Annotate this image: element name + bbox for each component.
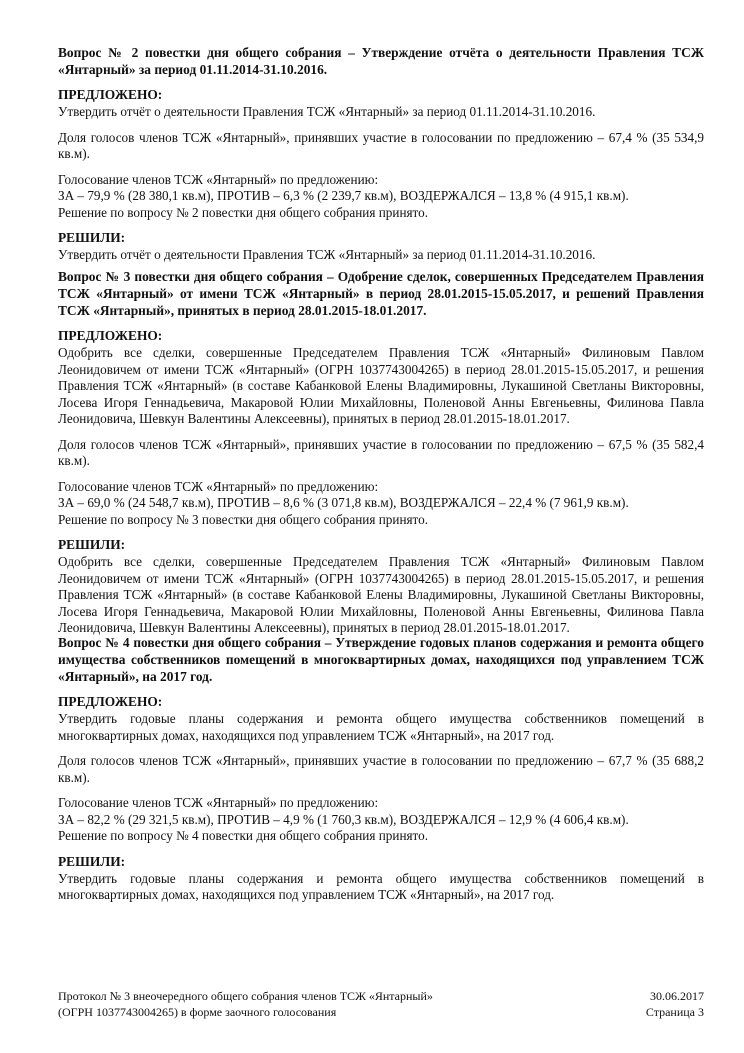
question-2-heading: Вопрос № 2 повестки дня общего собрания – Утверждение отчёта о деятельности Правления ТСЖ «Янтарный» за период 01.11.2014-31.10.2016.	[58, 45, 704, 77]
question-3-voting-title: Голосование членов ТСЖ «Янтарный» по предложению:	[58, 478, 379, 494]
question-2-voting-results: ЗА – 79,9 % (28 380,1 кв.м), ПРОТИВ – 6,3 % (2 239,7 кв.м), ВОЗДЕРЖАЛСЯ – 13,8 % (4 915,1 кв.м).	[58, 188, 629, 203]
question-3-resolved-text: Одобрить все сделки, совершенные Председателем Правления ТСЖ «Янтарный» Филиновым Павлом Леонидовичем от имени ТСЖ «Янтарный» (ОГРН 1037743004265) в период 28.01.2015-15.05.2017, и решения Правления ТСЖ «Янтарный» (в составе Кабанковой Елены Владимировны, Лукашиной Светланы Викторовны, Лосева Игоря Геннадьевича, Макаровой Юлии Михайловны, Поленовой Анны Евгеньевны, Филинова Павла Леонидовича, Шевкун Валентины Алексеевны), принятых в период 28.01.2015-18.01.2017.	[58, 554, 704, 635]
question-4-proposed-text: Утвердить годовые планы содержания и ремонта общего имущества собственников помещений в многоквартирных домах, находящихся под управлением ТСЖ «Янтарный», на 2017 год.	[58, 711, 704, 743]
question-3-share-text: Доля голосов членов ТСЖ «Янтарный», принявших участие в голосовании по предложению – 67,5 % (35 582,4 кв.м).	[58, 436, 704, 468]
question-3-voting-results: ЗА – 69,0 % (24 548,7 кв.м), ПРОТИВ – 8,6 % (3 071,8 кв.м), ВОЗДЕРЖАЛСЯ – 22,4 % (7 961,9 кв.м).	[58, 495, 629, 510]
footer-meta	[646, 989, 704, 1020]
question-4-resolved-label: РЕШИЛИ:	[58, 853, 126, 869]
question-4-section	[58, 634, 704, 904]
question-3-heading: Вопрос № 3 повестки дня общего собрания – Одобрение сделок, совершенных Председателем Правления ТСЖ «Янтарный» от имени ТСЖ «Янтарный» в период 28.01.2015-15.05.2017, и решений Правления ТСЖ «Янтарный», принятых в период 28.01.2015-18.01.2017.	[58, 269, 704, 318]
question-3-section	[58, 268, 704, 637]
question-2-resolved-text: Утвердить отчёт о деятельности Правления ТСЖ «Янтарный» за период 01.11.2014-31.10.2016.	[58, 247, 596, 262]
question-4-proposed-label: ПРЕДЛОЖЕНО:	[58, 694, 163, 709]
question-2-resolved-label: РЕШИЛИ:	[58, 230, 126, 245]
footer-date: 30.06.2017	[650, 989, 704, 1003]
question-4-heading: Вопрос № 4 повестки дня общего собрания – Утверждение годовых планов содержания и ремонта общего имущества собственников помещений в многоквартирных домах, находящихся под управлением ТСЖ «Янтарный», на 2017 год.	[58, 635, 704, 684]
question-2-voting-title: Голосование членов ТСЖ «Янтарный» по предложению:	[58, 171, 379, 187]
question-3-proposed-text: Одобрить все сделки, совершенные Председателем Правления ТСЖ «Янтарный» Филиновым Павлом Леонидовичем от имени ТСЖ «Янтарный» (ОГРН 1037743004265) в период 28.01.2015-15.05.2017, и решения Правления ТСЖ «Янтарный» (в составе Кабанковой Елены Владимировны, Лукашиной Светланы Викторовны, Лосева Игоря Геннадьевича, Макаровой Юлии Михайловны, Поленовой Анны Евгеньевны, Филинова Павла Леонидовича, Шевкун Валентины Алексеевны), принятых в период 28.01.2015-18.01.2017.	[58, 345, 704, 426]
footer-protocol	[58, 989, 433, 1020]
question-2-proposed-label: ПРЕДЛОЖЕНО:	[58, 87, 163, 102]
question-2-proposed-text: Утвердить отчёт о деятельности Правления ТСЖ «Янтарный» за период 01.11.2014-31.10.2016.	[58, 104, 596, 119]
question-2-share-text: Доля голосов членов ТСЖ «Янтарный», принявших участие в голосовании по предложению – 67,4 % (35 534,9 кв.м).	[58, 129, 704, 161]
footer-protocol-line-2: (ОГРН 1037743004265) в форме заочного голосования	[58, 1004, 337, 1019]
question-2-decision-status: Решение по вопросу № 2 повестки дня общего собрания принято.	[58, 204, 429, 220]
footer-page-number: Страница 3	[645, 1004, 704, 1019]
footer-protocol-line-1: Протокол № 3 внеочередного общего собрания членов ТСЖ «Янтарный»	[58, 989, 433, 1003]
question-3-decision-status: Решение по вопросу № 3 повестки дня общего собрания принято.	[58, 511, 429, 527]
question-3-proposed-label: ПРЕДЛОЖЕНО:	[58, 328, 163, 343]
question-4-decision-status: Решение по вопросу № 4 повестки дня общего собрания принято.	[58, 828, 429, 843]
question-4-voting-title: Голосование членов ТСЖ «Янтарный» по предложению:	[58, 795, 379, 810]
question-4-resolved-text: Утвердить годовые планы содержания и ремонта общего имущества собственников помещений в многоквартирных домах, находящихся под управлением ТСЖ «Янтарный», на 2017 год.	[58, 870, 704, 902]
question-3-resolved-label: РЕШИЛИ:	[58, 537, 126, 552]
question-4-voting-results: ЗА – 82,2 % (29 321,5 кв.м), ПРОТИВ – 4,9 % (1 760,3 кв.м), ВОЗДЕРЖАЛСЯ – 12,9 % (4 606,4 кв.м).	[58, 811, 629, 827]
question-4-share-text: Доля голосов членов ТСЖ «Янтарный», принявших участие в голосовании по предложению – 67,7 % (35 688,2 кв.м).	[58, 753, 704, 785]
question-2-section	[58, 44, 704, 264]
